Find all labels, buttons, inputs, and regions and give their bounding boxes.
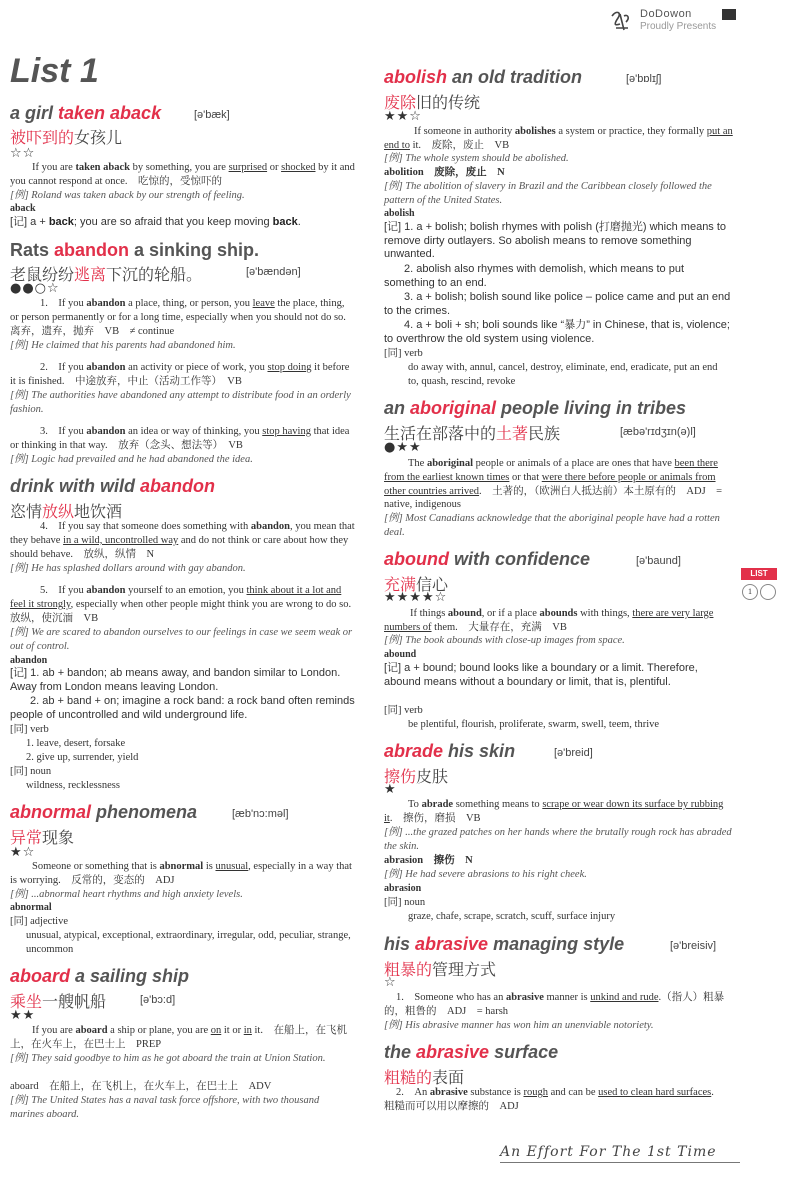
derived-word: abolition 废除，废止 N <box>384 167 505 178</box>
example: [例] The authorities have abandoned any attempt to distribute food in an orderly fashion. <box>10 390 351 415</box>
definition: 4. If you say that someone does something with abandon, you mean that they behave in a wild, uncontrolled way and do not think or care about how they should behave. 放纵，纵情 N <box>10 521 355 560</box>
entry-heading: aboard a sailing ship <box>10 966 190 986</box>
definition: If you are taken aback by something, you are surprised or shocked by it and you cannot respond at once. 吃惊的，受惊吓的 <box>10 162 355 187</box>
example: [例] ...abnormal heart rhythms and high anxiety levels. <box>10 889 243 900</box>
headword: abound <box>384 649 417 660</box>
example: [例] They said goodbye to him as he got aboard the train at Union Station. <box>10 1053 326 1064</box>
rating-stars: ●★★ <box>384 440 422 455</box>
definition: 1. If you abandon a place, thing, or person, you leave the place, thing, or person permanently or for a long time, especially when you should not do so. 离弃，遗弃，抛弃 VB ≠ continue <box>10 298 357 337</box>
phonetic: [ə'baund] <box>636 555 681 567</box>
entry-heading: drink with wild abandon <box>10 476 215 496</box>
entry-heading: an aboriginal people living in tribes <box>384 398 687 418</box>
entry-heading: the abrasive surface <box>384 1042 559 1062</box>
example: [例] Most Canadians acknowledge that the aboriginal people have had a rotten deal. <box>384 513 720 538</box>
synonyms-label: [同] verb <box>10 724 49 735</box>
example: [例] His abrasive manner has won him an unenviable notoriety. <box>384 1020 654 1031</box>
memory-tip: 2. ab + band + on; imagine a rock band: a rock band often reminds people of uncontrolled and wild underground life. <box>10 695 355 721</box>
example: [例] The whole system should be abolished. <box>384 153 569 164</box>
memory-tip: 3. a + bolish; bolish sound like police – police came and put an end to the crimes. <box>384 291 731 317</box>
page-title: List 1 <box>10 52 99 90</box>
chinese-phrase: 充满信心 <box>384 575 449 594</box>
rating-stars: ★☆ <box>10 845 36 860</box>
memory-tip: 2. abolish also rhymes with demolish, which means to put something to an end. <box>384 263 685 289</box>
signature-logo-icon <box>608 8 634 34</box>
rating-stars: ☆ <box>384 975 397 990</box>
chinese-phrase: 废除旧的传统 <box>384 93 481 112</box>
synonyms-label: [同] verb <box>384 348 423 359</box>
phonetic: [æbə'rɪdʒɪn(ə)l] <box>620 426 696 438</box>
example: [例] Logic had prevailed and he had abandoned the idea. <box>10 454 253 465</box>
side-tab-circle: 1 <box>742 584 758 600</box>
synonyms: do away with, annul, cancel, destroy, eliminate, end, eradicate, put an end to, quash, rescind, revoke <box>408 362 718 387</box>
header-square-icon <box>722 9 736 20</box>
chinese-phrase: 粗暴的管理方式 <box>384 960 497 979</box>
entry-heading: Rats abandon a sinking ship. <box>10 240 260 260</box>
headword: aback <box>10 203 36 214</box>
rating-stars: ☆☆ <box>10 146 36 161</box>
chinese-phrase: 异常现象 <box>10 828 75 847</box>
headword: abandon <box>10 655 48 666</box>
definition: 5. If you abandon yourself to an emotion, you think about it a lot and feel it strongly, especially when other people might think you are wrong to do so. 放纵，使沉湎 VB <box>10 585 362 624</box>
phonetic: [æb'nɔ:məl] <box>232 808 289 820</box>
headword: abrasion <box>384 883 422 894</box>
phonetic: [ə'bæk] <box>194 109 230 121</box>
example: [例] He claimed that his parents had abandoned him. <box>10 340 236 351</box>
example: [例] He has splashed dollars around with gay abandon. <box>10 563 246 574</box>
definition: 1. Someone who has an abrasive manner is unkind and rude.（指人）粗暴的，粗鲁的 ADJ = harsh <box>384 992 725 1017</box>
example: [例] The book abounds with close-up images from space. <box>384 635 625 646</box>
phonetic: [ə'breisiv] <box>670 940 717 952</box>
memory-tip: [记] a + back; you are so afraid that you keep moving back. <box>10 216 301 228</box>
synonyms: wildness, recklessness <box>26 780 120 791</box>
rating-stars: ★★ <box>10 1008 36 1023</box>
definition: The aboriginal people or animals of a place are ones that have been there from the earliest known times or that were there before people or animals from other countries arrived. 土著的，（欧洲白人抵达前）本土原有的 ADJ = native, indigenous <box>384 458 723 511</box>
brand-tagline: Proudly Presents <box>640 21 717 32</box>
synonyms: 2. give up, surrender, yield <box>26 752 139 763</box>
rating-stars: ★ <box>384 782 397 797</box>
chinese-phrase: 被吓到的女孩儿 <box>10 128 123 147</box>
headword: abolish <box>384 208 415 219</box>
chinese-phrase: 乘坐一艘帆船 <box>10 992 107 1011</box>
synonyms: 1. leave, desert, forsake <box>26 738 126 749</box>
side-tab-circle-empty <box>760 584 776 600</box>
header <box>608 6 738 36</box>
entry-heading: abolish an old tradition <box>384 67 583 87</box>
example: [例] We are scared to abandon ourselves to our feelings in case we seem weak or out of control. <box>10 627 353 652</box>
phonetic: [ə'bɒlɪʃ] <box>626 73 662 85</box>
definition: 2. An abrasive substance is rough and can be used to clean hard surfaces. 粗糙而可以用以摩擦的 ADJ <box>384 1087 725 1112</box>
phonetic: [ə'bændən] <box>246 266 301 278</box>
memory-tip: 4. a + boli + sh; boli sounds like “暴力” in Chinese, that is, violence; to overthrow the old system using violence. <box>384 319 730 345</box>
synonyms: graze, chafe, scrape, scratch, scuff, surface injury <box>408 911 616 922</box>
brand-name: DoDowon <box>640 8 692 20</box>
synonyms-label: [同] noun <box>384 897 426 908</box>
derived-word: abrasion 擦伤 N <box>384 855 473 866</box>
chinese-phrase: 恣情放纵地饮酒 <box>10 502 123 521</box>
example: [例] He had severe abrasions to his right cheek. <box>384 869 587 880</box>
side-tab-label: LIST <box>741 568 777 580</box>
phonetic: [ə'breid] <box>554 747 593 759</box>
headword: abnormal <box>10 902 52 913</box>
side-tab <box>741 568 781 604</box>
phonetic: [ə'bɔ:d] <box>140 994 176 1006</box>
example: [例] The United States has a naval task force offshore, with two thousand marines aboard. <box>10 1095 320 1120</box>
example: [例] Roland was taken aback by our strength of feeling. <box>10 190 245 201</box>
definition: To abrade something means to scrape or wear down its surface by rubbing it. 擦伤，磨损 VB <box>384 799 724 824</box>
definition: Someone or something that is abnormal is unusual, especially in a way that is worrying. 反常的，变态的 ADJ <box>10 861 352 886</box>
chinese-phrase: 老鼠纷纷逃离下沉的轮船。 <box>10 265 203 284</box>
definition: If you are aboard a ship or plane, you are on it or in it. 在船上，在飞机上，在火车上，在巴士上 PREP <box>10 1025 347 1050</box>
example: [例] ...the grazed patches on her hands where the brutally rough rock has abraded the skin. <box>384 827 732 852</box>
rating-stars: ★★☆ <box>384 109 422 124</box>
memory-tip: [记] a + bound; bound looks like a boundary or a limit. Therefore, abound means without a boundary or limit, that is, plentiful. <box>384 662 698 688</box>
synonyms: unusual, atypical, exceptional, extraordinary, irregular, odd, peculiar, strange, uncommon <box>26 930 351 955</box>
synonyms: be plentiful, flourish, proliferate, swarm, swell, teem, thrive <box>408 719 660 730</box>
definition: 2. If you abandon an activity or piece of work, you stop doing it before it is finished. 中途放弃，中止（活动工作等） VB <box>10 362 350 387</box>
entry-heading: a girl taken aback <box>10 103 162 123</box>
derived-word: aboard 在船上，在飞机上，在火车上，在巴士上 ADV <box>10 1081 272 1092</box>
synonyms-label: [同] noun <box>10 766 52 777</box>
example: [例] The abolition of slavery in Brazil and the Caribbean closely followed the pattern of the United States. <box>384 181 712 206</box>
entry-heading: his abrasive managing style <box>384 934 625 954</box>
rating-stars: ●●○☆ <box>10 281 60 296</box>
memory-tip: [记] 1. ab + bandon; ab means away, and bandon similar to London. Away from London means leaving London. <box>10 667 341 693</box>
memory-tip: [记] 1. a + bolish; bolish rhymes with polish (打磨抛光) which means to remove dirty outlayers. So abolish means to remove something unwanted. <box>384 221 727 261</box>
footer-signature: An Effort For The 1st Time <box>500 1144 740 1163</box>
definition: If someone in authority abolishes a system or practice, they formally put an end to it. 废除，废止 VB <box>384 126 733 151</box>
synonyms-label: [同] verb <box>384 705 423 716</box>
entry-heading: abrade his skin <box>384 741 516 761</box>
chinese-phrase: 生活在部落中的土著民族 <box>384 424 561 443</box>
entry-heading: abound with confidence <box>384 549 591 569</box>
chinese-phrase: 擦伤皮肤 <box>384 767 449 786</box>
definition: If things abound, or if a place abounds with things, there are very large numbers of them. 大量存在，充满 VB <box>384 608 714 633</box>
entry-heading: abnormal phenomena <box>10 802 198 822</box>
rating-stars: ★★★★☆ <box>384 590 448 605</box>
definition: 3. If you abandon an idea or way of thinking, you stop having that idea or thinking in that way. 放弃（念头、想法等） VB <box>10 426 350 451</box>
chinese-phrase: 粗糙的表面 <box>384 1068 465 1087</box>
synonyms-label: [同] adjective <box>10 916 69 927</box>
